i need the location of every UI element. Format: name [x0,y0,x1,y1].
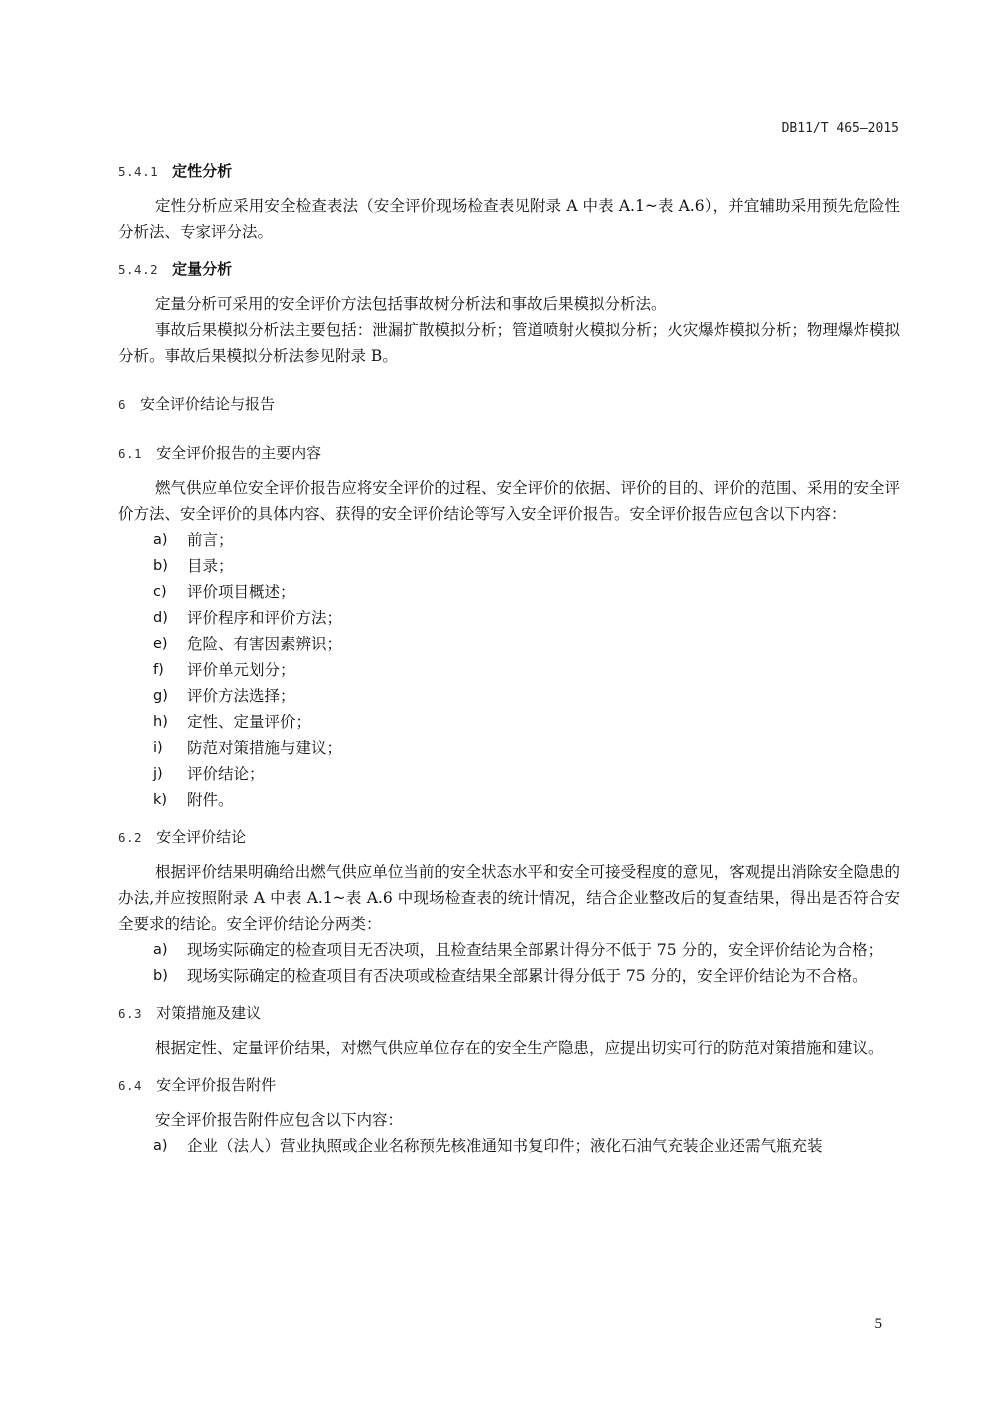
paragraph: 事故后果模拟分析法主要包括：泄漏扩散模拟分析；管道喷射火模拟分析；火灾爆炸模拟分析；物理爆炸模拟分析。事故后果模拟分析法参见附录 B。 [118,321,900,365]
doc-code: DB11/T 465—2015 [781,121,899,136]
chapter-heading-6 [118,391,900,418]
section-number: 6.2 [118,830,143,845]
list-text: 评价程序和评价方法； [187,609,343,627]
section-number: 5.4.1 [118,164,159,179]
paragraph: 定量分析可采用的安全评价方法包括事故树分析法和事故后果模拟分析法。 [155,295,667,313]
list-label: j) [153,766,163,782]
list-label: f) [153,662,164,678]
paragraph: 安全评价报告附件应包含以下内容： [155,1111,404,1129]
section-heading-5-4-2 [118,256,900,283]
list-label: a) [153,1138,168,1154]
list-text: 前言； [187,531,234,549]
list-label: k) [153,792,168,808]
list-item [118,1133,900,1159]
page-number: 5 [874,1316,882,1332]
section-heading-6-3 [118,1000,900,1027]
section-title: 定量分析 [172,260,233,278]
list-label: d) [153,610,168,626]
paragraph: 燃气供应单位安全评价报告应将安全评价的过程、安全评价的依据、评价的目的、评价的范围、采用的安全评价方法、安全评价的具体内容、获得的安全评价结论等写入安全评价报告。安全评价报告应包含以下内容： [118,479,900,523]
paragraph: 定性分析应采用安全检查表法（安全评价现场检查表见附录 A 中表 A.1~表 A.6），并宜辅助采用预先危险性分析法、专家评分法。 [118,197,900,241]
section-title: 安全评价报告的主要内容 [156,444,322,462]
list-text: 评价结论； [187,765,265,783]
section-heading-5-4-1 [118,158,900,185]
list-item [118,787,900,813]
page-content [118,158,900,1159]
section-number: 5.4.2 [118,262,159,277]
list-item [118,527,900,553]
list-item [118,553,900,579]
list-item [118,937,900,963]
list-text: 目录； [187,557,234,575]
list-label: h) [153,714,168,730]
chapter-number: 6 [118,397,127,412]
section-title: 安全评价报告附件 [156,1076,277,1094]
paragraph: 根据定性、定量评价结果，对燃气供应单位存在的安全生产隐患，应提出切实可行的防范对策措施和建议。 [155,1039,884,1057]
list-label: b) [153,968,168,984]
list-item [118,605,900,631]
list-label: a) [153,532,168,548]
section-title: 安全评价结论 [156,828,247,846]
section-title: 对策措施及建议 [156,1004,262,1022]
list-text: 评价单元划分； [187,661,296,679]
list-item [118,761,900,787]
list-text: 防范对策措施与建议； [187,739,343,757]
attachments-list [118,1133,900,1159]
list-item [118,631,900,657]
list-label: g) [153,688,168,704]
section-heading-6-1 [118,440,900,467]
list-text: 附件。 [187,791,234,809]
list-item [118,579,900,605]
paragraph: 根据评价结果明确给出燃气供应单位当前的安全状态水平和安全可接受程度的意见，客观提出消除安全隐患的办法,并应按照附录 A 中表 A.1~表 A.6 中现场检查表的统计情况，结合企业整改后的复查结果，得出是否符合安全要求的结论。安全评价结论分两类： [118,863,900,933]
conclusion-types-list [118,937,900,989]
list-item [118,735,900,761]
list-text: 评价方法选择； [187,687,296,705]
list-item [118,683,900,709]
report-contents-list [118,527,900,813]
section-heading-6-2 [118,824,900,851]
section-number: 6.1 [118,446,143,461]
list-item [118,709,900,735]
list-label: a) [153,942,168,958]
list-text: 评价项目概述； [187,583,296,601]
chapter-title: 安全评价结论与报告 [140,395,276,413]
list-text: 定性、定量评价； [187,713,312,731]
section-number: 6.3 [118,1006,143,1021]
section-heading-6-4 [118,1072,900,1099]
section-title: 定性分析 [172,162,233,180]
list-label: i) [153,740,163,756]
section-number: 6.4 [118,1078,143,1093]
list-item [118,657,900,683]
list-text: 危险、有害因素辨识； [187,635,343,653]
list-label: b) [153,558,168,574]
list-text: 现场实际确定的检查项目有否决项或检查结果全部累计得分低于 75 分的，安全评价结论为不合格。 [187,967,868,985]
list-text: 现场实际确定的检查项目无否决项，且检查结果全部累计得分不低于 75 分的，安全评价结论为合格； [187,941,884,959]
list-label: e) [153,636,168,652]
list-text: 企业（法人）营业执照或企业名称预先核准通知书复印件；液化石油气充装企业还需气瓶充装 [187,1137,823,1155]
list-label: c) [153,584,167,600]
list-item [118,963,900,989]
